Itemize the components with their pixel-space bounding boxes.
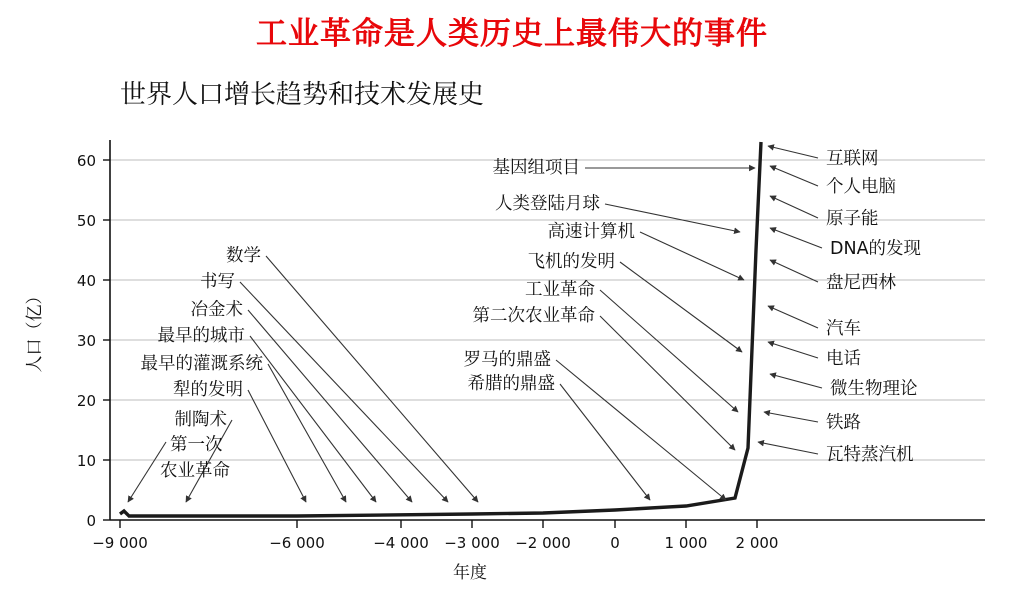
annotation-railway: 铁路 [826, 413, 861, 433]
annotation-earliest-cities: 最早的城市 [157, 326, 245, 346]
annotation-pottery: 制陶术 [174, 410, 227, 430]
annotation-airplane-invention: 飞机的发明 [527, 252, 615, 272]
annotation-plough-invention: 犁的发明 [173, 380, 243, 400]
annotation-first-agri-line2: 农业革命 [160, 461, 230, 481]
annotation-automobile: 汽车 [826, 319, 861, 339]
chart-subtitle: 世界人口增长趋势和技术发展史 [120, 80, 485, 110]
chart-plot-area [0, 120, 1024, 600]
y-tick-label-30: 30 [76, 332, 96, 350]
x-tick-label-m2000: −2 000 [515, 534, 571, 552]
x-tick-label-m4000: −4 000 [373, 534, 429, 552]
x-tick-label-2000: 2 000 [735, 534, 779, 552]
annotation-germ-theory: 微生物理论 [830, 379, 918, 399]
annotation-writing: 书写 [200, 272, 235, 292]
x-axis-title: 年度 [453, 563, 487, 583]
annotation-telephone: 电话 [826, 349, 861, 369]
x-tick-label-1000: 1 000 [664, 534, 708, 552]
x-ticks [120, 520, 757, 528]
annotation-penicillin: 盘尼西林 [826, 273, 896, 293]
x-tick-label-m6000: −6 000 [269, 534, 325, 552]
y-tick-label-40: 40 [76, 272, 96, 290]
annotation-personal-computer: 个人电脑 [826, 177, 896, 197]
annotation-leaders-right [758, 146, 822, 454]
y-tick-label-50: 50 [76, 212, 96, 230]
annotation-earliest-irrigation: 最早的灌溉系统 [140, 354, 263, 374]
annotation-watt-steam-engine: 瓦特蒸汽机 [826, 445, 914, 465]
annotation-industrial-revolution: 工业革命 [525, 280, 595, 300]
annotation-rome-peak: 罗马的鼎盛 [463, 350, 551, 370]
y-tick-label-0: 0 [86, 512, 96, 530]
slide-title: 工业革命是人类历史上最伟大的事件 [256, 16, 768, 52]
annotation-mathematics: 数学 [226, 246, 261, 266]
y-tick-label-10: 10 [76, 452, 96, 470]
y-axis-title: 人口（亿） [25, 287, 45, 373]
annotation-greece-peak: 希腊的鼎盛 [467, 374, 555, 394]
annotation-second-agricultural-revolution: 第二次农业革命 [472, 306, 595, 326]
annotation-atomic-energy: 原子能 [826, 209, 879, 229]
y-ticks [103, 160, 110, 520]
x-tick-label-m3000: −3 000 [444, 534, 500, 552]
annotation-metallurgy: 冶金术 [190, 300, 243, 320]
annotation-moon-landing: 人类登陆月球 [495, 194, 600, 214]
y-tick-label-20: 20 [76, 392, 96, 410]
y-tick-label-60: 60 [76, 152, 96, 170]
annotation-internet: 互联网 [826, 149, 879, 169]
x-tick-label-0: 0 [610, 534, 620, 552]
annotation-genome-project: 基因组项目 [492, 158, 580, 178]
annotation-first-agri-line1: 第一次 [170, 435, 223, 455]
population-history-chart [0, 120, 1024, 600]
annotation-dna-discovery: DNA的发现 [830, 239, 922, 259]
x-tick-label-m9000: −9 000 [92, 534, 148, 552]
annotation-high-speed-computer: 高速计算机 [547, 222, 635, 242]
